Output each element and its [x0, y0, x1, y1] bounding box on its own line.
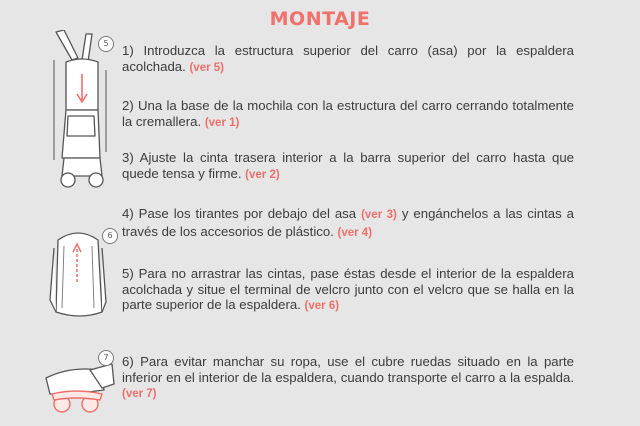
padded-backrest-velcro-icon — [46, 222, 122, 332]
step-reference: (ver 7) — [122, 388, 157, 400]
step-reference: (ver 1) — [204, 116, 240, 129]
figure-number-badge: 6 — [102, 228, 118, 244]
wheel-cover-icon — [40, 348, 122, 420]
step-1 — [122, 43, 574, 76]
step-text: 6) Para evitar manchar su ropa, use el cubre ruedas situado en la parte inferior en el interior de la espaldera, cuando transporte el carro a la espalda. — [122, 354, 574, 385]
figure-number-badge: 5 — [98, 36, 114, 52]
figure-number-badge: 7 — [98, 350, 114, 366]
step-reference: (ver 6) — [304, 300, 340, 312]
step-3 — [122, 150, 574, 183]
step-reference: (ver 3) — [361, 209, 397, 221]
step-reference: (ver 2) — [245, 168, 280, 181]
step-text: y engánchelos a las cintas a través de los accesorios de plástico. — [122, 206, 574, 239]
step-text: 3) Ajuste la cinta trasera interior a la barra superior del carro hasta que quede tensa y firme. — [122, 150, 574, 181]
step-6 — [122, 354, 574, 403]
step-text: 1) Introduzca la estructura superior del carro (asa) por la espaldera acolchada. — [122, 43, 574, 74]
step-text: 2) Una la base de la mochila con la estructura del carro cerrando totalmente la cremallera. — [122, 98, 574, 129]
step-2 — [122, 98, 574, 131]
step-reference: (ver 5) — [189, 61, 224, 74]
step-text: 4) Pase los tirantes por debajo del asa — [122, 206, 357, 221]
page-title: MONTAJE — [269, 8, 371, 30]
step-5 — [122, 266, 574, 315]
trolley-handle-insertion-icon — [42, 30, 122, 190]
step-4 — [122, 206, 574, 241]
step-text: 5) Para no arrastrar las cintas, pase éstas desde el interior de la espaldera acolchada y situe el terminal de velcro junto con el velcro que se halla en la parte superior de la espaldera. — [122, 266, 574, 312]
step-reference: (ver 4) — [337, 226, 373, 239]
